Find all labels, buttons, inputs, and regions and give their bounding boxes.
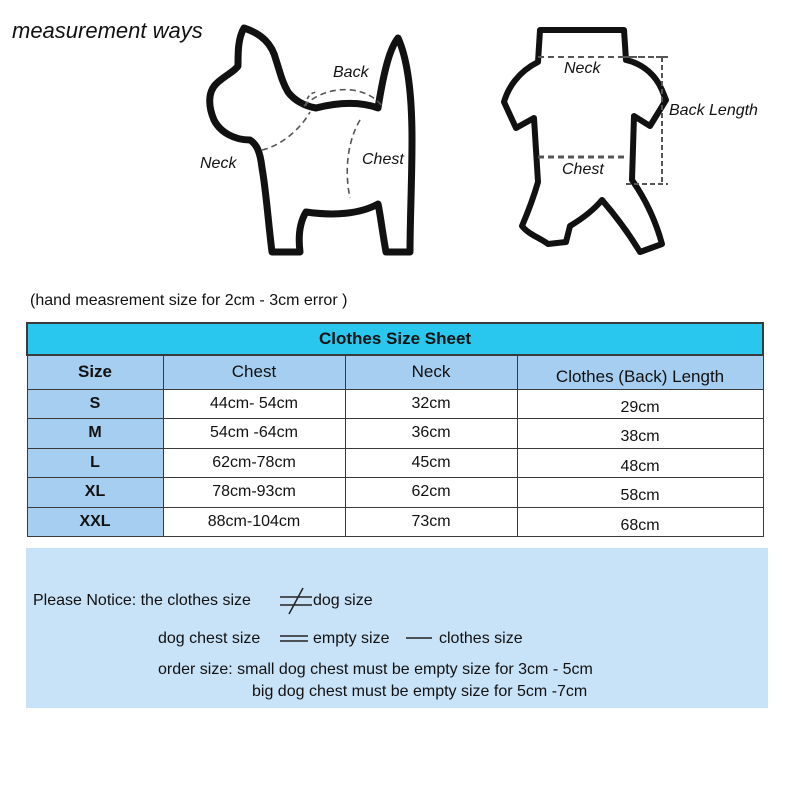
minus-icon xyxy=(404,630,434,646)
table-title: Clothes Size Sheet xyxy=(27,323,763,355)
notice-line4: big dog chest must be empty size for 5cm -7cm xyxy=(252,683,588,700)
cell-chest: 54cm -64cm xyxy=(163,419,345,448)
cell-length: 58cm xyxy=(517,478,763,507)
notice-line2-end: clothes size xyxy=(439,630,523,647)
table-header-row xyxy=(27,355,763,389)
cell-chest: 62cm-78cm xyxy=(163,448,345,477)
page-title: measurement ways xyxy=(12,18,203,43)
table-row xyxy=(27,419,763,448)
cell-size: L xyxy=(27,448,163,477)
header-chest: Chest xyxy=(163,355,345,389)
cell-size: XL xyxy=(27,478,163,507)
label-neck-side: Neck xyxy=(200,155,237,172)
table-row xyxy=(27,478,763,507)
cell-length: 29cm xyxy=(517,389,763,418)
not-equal-icon xyxy=(279,586,313,616)
notice-line1-start: Please Notice: the clothes size xyxy=(33,592,251,609)
table-row xyxy=(27,389,763,418)
cell-length: 38cm xyxy=(517,419,763,448)
notice-line1-end: dog size xyxy=(313,592,373,609)
header-size: Size xyxy=(27,355,163,389)
label-neck-top: Neck xyxy=(564,60,601,77)
table-row xyxy=(27,507,763,536)
cell-chest: 44cm- 54cm xyxy=(163,389,345,418)
header-neck: Neck xyxy=(345,355,517,389)
cell-neck: 45cm xyxy=(345,448,517,477)
size-table xyxy=(26,322,764,537)
dog-silhouette xyxy=(210,28,412,252)
measurement-diagram xyxy=(0,0,800,290)
notice-line3: order size: small dog chest must be empty size for 3cm - 5cm xyxy=(158,661,593,678)
label-chest-side: Chest xyxy=(362,151,404,168)
cell-length: 68cm xyxy=(517,507,763,536)
cell-chest: 88cm-104cm xyxy=(163,507,345,536)
cell-neck: 32cm xyxy=(345,389,517,418)
cell-neck: 73cm xyxy=(345,507,517,536)
cell-neck: 62cm xyxy=(345,478,517,507)
measurement-error-note: (hand measrement size for 2cm - 3cm error ) xyxy=(30,292,348,309)
notice-line2-middle: empty size xyxy=(313,630,390,647)
table-title-row xyxy=(27,323,763,355)
label-back: Back xyxy=(333,64,369,81)
notice-line2-start: dog chest size xyxy=(158,630,261,647)
cell-length: 48cm xyxy=(517,448,763,477)
cell-size: S xyxy=(27,389,163,418)
equals-icon xyxy=(278,630,310,646)
cell-size: XXL xyxy=(27,507,163,536)
cell-size: M xyxy=(27,419,163,448)
label-chest-top: Chest xyxy=(562,161,604,178)
cell-chest: 78cm-93cm xyxy=(163,478,345,507)
cell-neck: 36cm xyxy=(345,419,517,448)
header-length: Clothes (Back) Length xyxy=(517,355,763,389)
table-row xyxy=(27,448,763,477)
label-back-length: Back Length xyxy=(669,102,758,119)
